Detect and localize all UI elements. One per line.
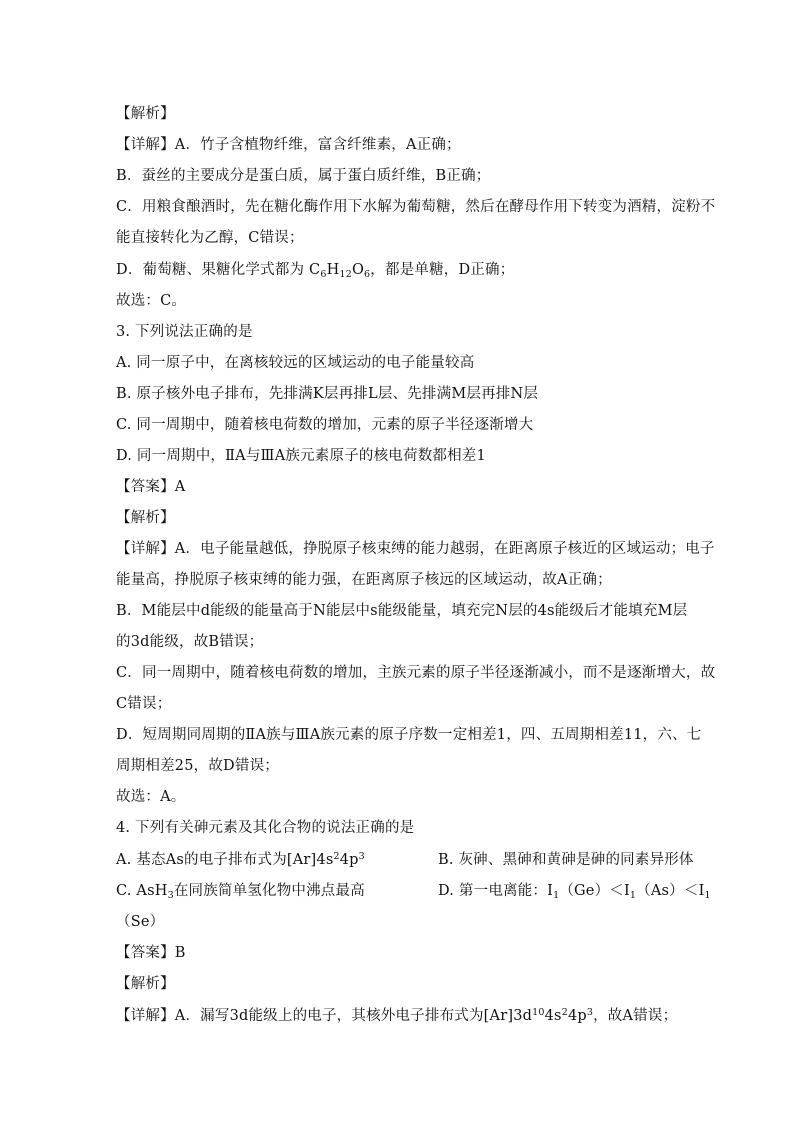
q3-analysis-heading: 【解析】 <box>116 510 175 526</box>
q3-answer: 【答案】A <box>116 479 186 495</box>
q3-stem: 3. 下列说法正确的是 <box>116 324 253 340</box>
q4-stem: 4. 下列有关砷元素及其化合物的说法正确的是 <box>116 820 415 836</box>
q4-option-d: D. 第一电离能：$I_1(Ge)<I_1(As)<I_1$ <box>438 883 711 901</box>
q3-detail-d-line2: 周期相差25，故D错误； <box>116 758 279 774</box>
analysis-heading: 【解析】 <box>116 106 175 122</box>
q3-choice: 故选：A。 <box>116 789 186 805</box>
q2-detail-d: D．葡萄糖、果糖化学式都为 $C_6H_{12}O_6$，都是单糖，D正确； <box>116 262 515 280</box>
q3-detail-a-line1: 【详解】A．电子能量越低，挣脱原子核束缚的能力越弱，在距离原子核近的区域运动；电子 <box>116 541 715 557</box>
q3-option-b: B. 原子核外电子排布，先排满K层再排L层、先排满M层再排N层 <box>116 386 539 402</box>
q3-option-d: D. 同一周期中，ⅡA与ⅢA族元素原子的核电荷数都相差1 <box>116 448 486 464</box>
q3-detail-c-line2: C错误； <box>116 696 172 712</box>
q2-choice: 故选：C。 <box>116 293 187 309</box>
q3-option-a: A. 同一原子中，在离核较远的区域运动的电子能量较高 <box>116 355 475 371</box>
q4-detail-a: 【详解】A．漏写3d能级上的电子，其核外电子排布式为$[Ar]3d^{10}4s^24p^3$，故A错误； <box>116 1007 678 1024</box>
q4-option-a: A. 基态As的电子排布式为$[Ar]4s^24p^3$ <box>116 851 365 868</box>
q2-detail-b: B．蚕丝的主要成分是蛋白质，属于蛋白质纤维，B正确； <box>116 168 491 184</box>
q2-detail-a: 【详解】A．竹子含植物纤维，富含纤维素，A正确； <box>116 137 461 153</box>
q4-option-d-continued: （Se） <box>116 914 165 930</box>
q3-detail-a-line2: 能量高，挣脱原子核束缚的能力强，在距离原子核远的区域运动，故A正确； <box>116 572 612 588</box>
q2-detail-c-line2: 能直接转化为乙醇，C错误； <box>116 230 304 246</box>
q4-option-c: C. AsH$_3$在同族简单氢化物中沸点最高 <box>116 883 365 901</box>
q4-answer: 【答案】B <box>116 945 186 961</box>
q3-detail-b-line1: B．M能层中d能级的能量高于N能层中s能级能量，填充完N层的4s能级后才能填充M层 <box>116 603 688 619</box>
q4-option-b: B. 灰砷、黑砷和黄砷是砷的同素异形体 <box>438 852 694 868</box>
q3-option-c: C. 同一周期中，随着核电荷数的增加，元素的原子半径逐渐增大 <box>116 417 534 433</box>
q3-detail-c-line1: C．同一周期中，随着核电荷数的增加，主族元素的原子半径逐渐减小，而不是逐渐增大，故 <box>116 665 716 681</box>
q2-detail-c-line1: C．用粮食酿酒时，先在糖化酶作用下水解为葡萄糖，然后在酵母作用下转变为酒精，淀粉不 <box>116 199 716 215</box>
q3-detail-d-line1: D．短周期同周期的ⅡA族与ⅢA族元素的原子序数一定相差1，四、五周期相差11，六、七 <box>116 727 702 743</box>
q3-detail-b-line2: 的3d能级，故B错误； <box>116 634 264 650</box>
glucose-formula: $C_6H_{12}O_6$ <box>309 262 371 280</box>
q4-analysis-heading: 【解析】 <box>116 976 175 992</box>
